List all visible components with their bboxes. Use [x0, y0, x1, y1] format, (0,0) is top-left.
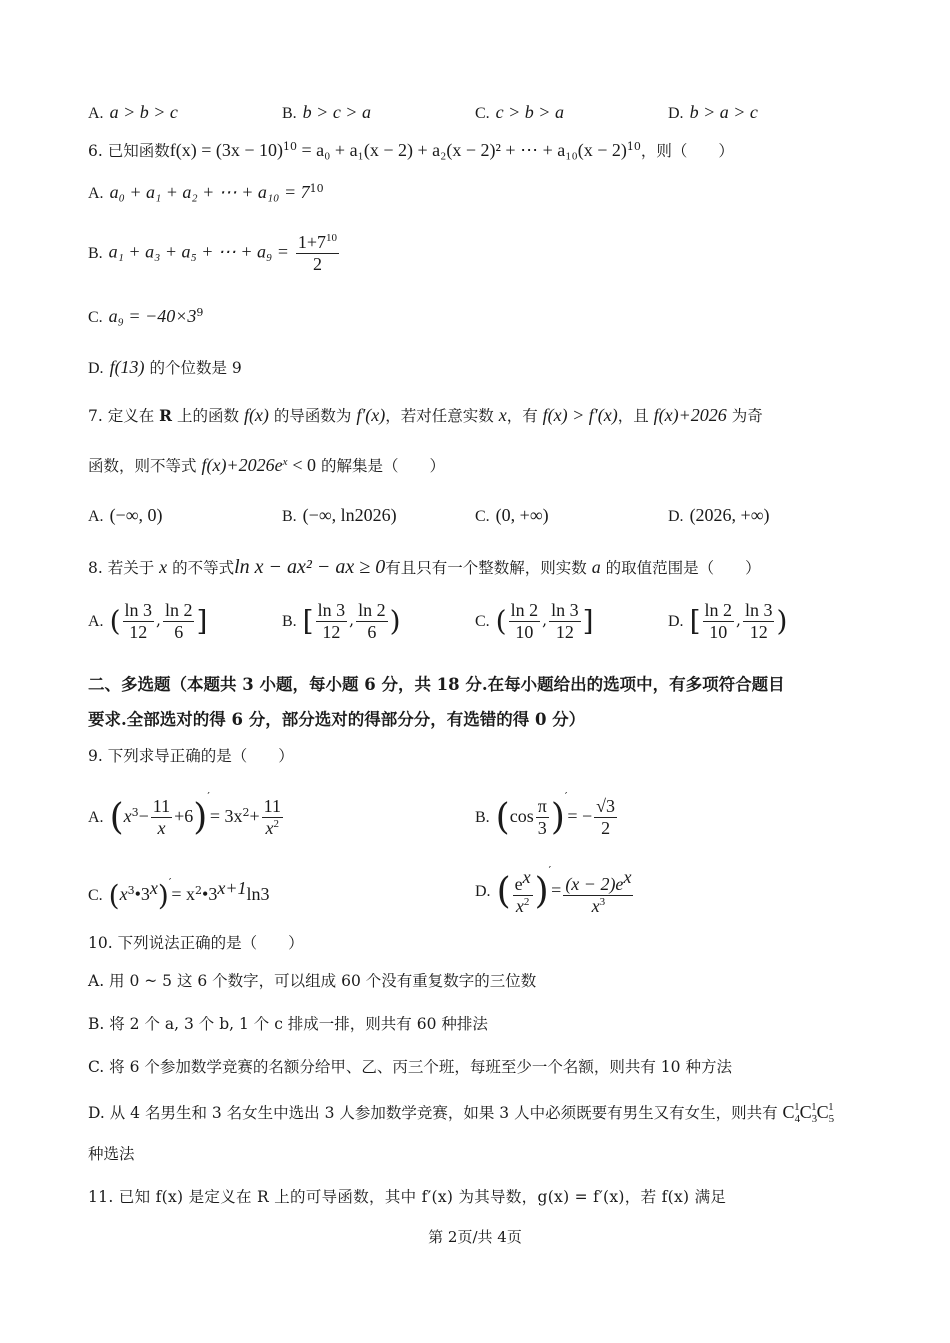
- q5-option-c: C. c > b > a: [475, 102, 564, 122]
- q6-option-b: B. a₁ + a₃ + a₅ + ⋯ + a₉ = $\frac{1+7^{10}}{2}$: [88, 232, 338, 274]
- q10-option-c: C. 将 6 个参加数学竞赛的名额分给甲、乙、丙三个班，每班至少一个名额，则共有 10 种方法: [88, 1058, 732, 1076]
- q7-option-a: A. (−∞, 0): [88, 505, 163, 525]
- q8-stem: 8. 若关于 x 的不等式ln x − ax² − ax ≥ 0有且只有一个整数解，则实数 a 的取值范围是（ ）: [88, 556, 761, 578]
- q8-option-a: A. ( $\frac{\ln 3}{12}$ , $\frac{\ln 2}{6}$ ]: [88, 600, 208, 642]
- q8-option-c: C. ( $\frac{\ln 2}{10}$ , $\frac{\ln 3}{12}$ ]: [475, 600, 594, 642]
- q6-option-a: A. a₀ + a₁ + a₂ + ⋯ + $a_{10} = 7^{10}$: [88, 182, 324, 203]
- q9-option-d: D. ( $\frac{e^x}{x^2}$ )′= $\frac{(x - 2)e^x}{x^3}$: [475, 864, 632, 916]
- q6-stem: 6. 已知函数$f(x) = (3x - 10)^{10} = a_0 + a_1(x - 2) + a_2(x - 2)^2$ + ⋯ + $a_{10}(x - 2)^{10}$，则（ ）: [88, 140, 734, 161]
- page-footer: 第 2页/共 4页: [428, 1228, 522, 1246]
- q9-option-c: C. $(x^3•3^x)'=$ $x^2•3^{x+1}\ln 3$: [88, 876, 270, 912]
- q7-stem-line2: 函数，则不等式 $f(x)+2026e^x < 0$ 的解集是（ ）: [88, 455, 446, 475]
- q8-option-d: D. [ $\frac{\ln 2}{10}$ , $\frac{\ln 3}{12}$ ): [668, 600, 788, 642]
- q11-stem: 11. 已知 f(x) 是定义在 R 上的可导函数，其中 f′(x) 为其导数，g(x) = f′(x)，若 f(x) 满足: [88, 1188, 727, 1206]
- q6-option-c: C. $a_9 = -40\times 3^9$: [88, 306, 204, 327]
- q10-option-b: B. 将 2 个 a, 3 个 b, 1 个 c 排成一排，则共有 60 种排法: [88, 1015, 488, 1033]
- q10-stem: 10. 下列说法正确的是（ ）: [88, 934, 304, 952]
- q7-option-d: D. (2026, +∞): [668, 505, 770, 525]
- q5-option-b: B. b > c > a: [282, 102, 371, 122]
- q7-stem-line1: 7. 定义在 R 上的函数 f(x) 的导函数为 f′(x)，若对任意实数 x，有 f(x) > f′(x)，且 f(x)+2026 为奇: [88, 405, 763, 425]
- q9-option-b: B. (cos $\frac{\pi}{3}$ )′= − $\frac{√3}{2}$: [475, 790, 616, 839]
- q5-option-d: D. b > a > c: [668, 102, 758, 122]
- q10-option-d-line2: 种选法: [88, 1145, 135, 1163]
- q7-option-c: C. (0, +∞): [475, 505, 549, 525]
- q6-option-d: D. f(13) 的个位数是 9: [88, 357, 242, 377]
- q9-option-a: A. ($x^3-$ $\frac{11}{x}$ $+6)'= 3x^2+$ $\frac{11}{x^2}$: [88, 790, 281, 839]
- section2-header-line1: 二、多选题（本题共 3 小题，每小题 6 分，共 18 分.在每小题给出的选项中，有多项符合题目: [88, 675, 785, 694]
- q10-option-d-line1: D. 从 4 名男生和 3 名女生中选出 3 人参加数学竞赛，如果 3 人中必须既要有男生又有女生，则共有 $C_4^1C_3^1C_5^1$: [88, 1101, 835, 1125]
- q5-option-a: A. a > b > c: [88, 102, 178, 122]
- q9-stem: 9. 下列求导正确的是（ ）: [88, 747, 294, 765]
- q8-option-b: B. [ $\frac{\ln 3}{12}$ , $\frac{\ln 2}{6}$ ): [282, 600, 401, 642]
- q10-option-a: A. 用 0 ~ 5 这 6 个数字，可以组成 60 个没有重复数字的三位数: [88, 972, 537, 990]
- section2-header-line2: 要求.全部选对的得 6 分，部分选对的得部分分，有选错的得 0 分）: [88, 710, 586, 729]
- q7-option-b: B. (−∞, ln2026): [282, 505, 397, 525]
